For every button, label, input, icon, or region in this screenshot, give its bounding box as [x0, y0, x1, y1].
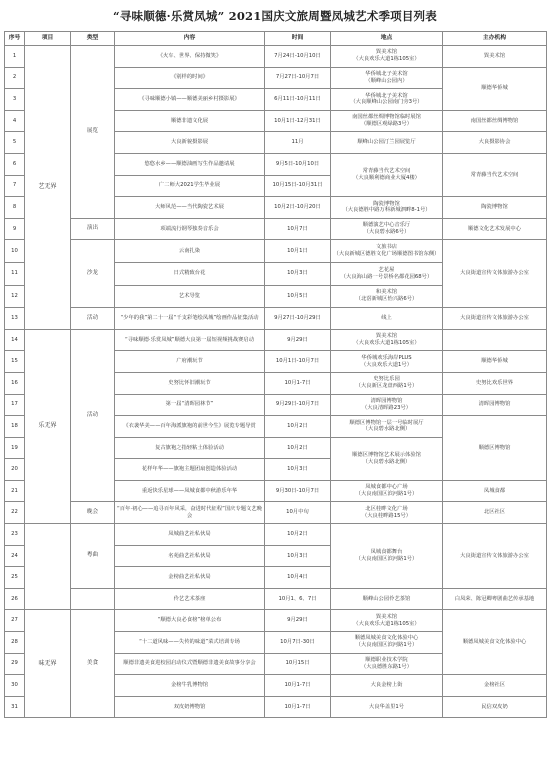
header-no: 序号	[5, 32, 25, 46]
cell-organizer: 顺德凤城美食文化体验中心	[443, 610, 547, 675]
cell-organizer: 清晖园博物馆	[443, 394, 547, 416]
cell-time: 11月	[265, 132, 331, 154]
cell-place: 顺德职业技术学院 （大良德胜东路1号）	[331, 653, 443, 675]
cell-place: 顺德区博物馆艺术展示体验馆 （大良碧水路北侧）	[331, 437, 443, 480]
cell-organizer: 民信双皮奶	[443, 696, 547, 718]
cell-organizer: 陶瓷博物馆	[443, 197, 547, 219]
cell-content: 花样年华——旗袍主题团扇创造体验活动	[115, 459, 265, 481]
cell-time: 10月15日-10月31日	[265, 175, 331, 197]
cell-content: 广府潮玩节	[115, 351, 265, 373]
cell-no: 22	[5, 502, 25, 524]
cell-time: 9月30日-10月7日	[265, 480, 331, 502]
cell-no: 11	[5, 262, 25, 285]
cell-content: 复古旗袍之指轻粘土体验活动	[115, 437, 265, 459]
cell-organizer: 大良街道宣传文体旅游办公室	[443, 240, 547, 308]
cell-organizer: 南国丝都丝绸博物馆	[443, 110, 547, 132]
cell-content: 大师风范——当代陶瓷艺术展	[115, 197, 265, 219]
cell-organizer: 大良摄影协会	[443, 132, 547, 154]
cell-place: 巽美术馆 （大良欢乐大道1栋105室）	[331, 610, 443, 632]
cell-time: 10月3日	[265, 545, 331, 567]
cell-content: 重返快乐星球——凤城食都中秋游乐年华	[115, 480, 265, 502]
cell-time: 10月2日	[265, 416, 331, 438]
table-row	[5, 329, 547, 351]
cell-no: 3	[5, 89, 25, 111]
cell-content: 《寻味顺德小镇——顺德美丽乡村摄影展》	[115, 89, 265, 111]
cell-place: 凤城食都舞台 （大良南国区滨河路1号）	[331, 524, 443, 589]
table-row	[5, 240, 547, 263]
cell-time: 10月15日	[265, 653, 331, 675]
cell-content: 日式精致台花	[115, 262, 265, 285]
page-title: “寻味顺德·乐赏凤城” 2021国庆文旅周暨凤城艺术季项目列表	[113, 9, 437, 23]
type-salon: 沙龙	[71, 240, 115, 308]
cell-time: 9月29日-10月7日	[265, 394, 331, 416]
cell-organizer: 大良街道宣传文体旅游办公室	[443, 308, 547, 330]
cell-place: 顺德区博物馆一层一号临时展厅 （大良碧水路北侧）	[331, 416, 443, 438]
table-row	[5, 308, 547, 330]
cell-no: 2	[5, 67, 25, 89]
type-activity2: 活动	[71, 329, 115, 502]
cell-no: 4	[5, 110, 25, 132]
cell-no: 16	[5, 372, 25, 394]
cell-content: 双皮奶博物馆	[115, 696, 265, 718]
cell-place: 艺花屋 （大良海山路一号景桥名都花园68号）	[331, 262, 443, 285]
cell-no: 8	[5, 197, 25, 219]
cell-place: 顺德凤城美食文化体验中心 （大良南国区滨河路1号）	[331, 632, 443, 654]
header-content: 内容	[115, 32, 265, 46]
cell-time: 10月5日	[265, 285, 331, 308]
header-time: 时间	[265, 32, 331, 46]
cell-time: 10月2日	[265, 437, 331, 459]
header-organizer: 主办机构	[443, 32, 547, 46]
cell-content: “寻味顺德·乐赏凤城”顺德大良第一届短视频挑战赛启动	[115, 329, 265, 351]
cell-place: 顺峰山公园汀兰园展览厅	[331, 132, 443, 154]
type-opera: 粤曲	[71, 524, 115, 589]
cell-no: 21	[5, 480, 25, 502]
cell-time: 9月29日	[265, 329, 331, 351]
cell-time: 10月1日	[265, 240, 331, 263]
cell-no: 7	[5, 175, 25, 197]
cell-content: 顺德非遗文化展	[115, 110, 265, 132]
cell-place: 南国丝都丝绸博物馆临时展馆 （顺德区观绿路3号）	[331, 110, 443, 132]
cell-place: 华侨城北子美术馆 （大良顺峰山公园南门旁3号）	[331, 89, 443, 111]
cell-content: 《别样的时间》	[115, 67, 265, 89]
cell-organizer: 顺德文化艺术发展中心	[443, 218, 547, 240]
cell-place: 巽美术馆 （大良欢乐大道1栋105室）	[331, 46, 443, 68]
cell-time: 10月1-7日	[265, 675, 331, 697]
cell-content: 项端流行钢琴独奏音乐会	[115, 218, 265, 240]
cell-no: 14	[5, 329, 25, 351]
cell-no: 1	[5, 46, 25, 68]
cell-place: 大良华盖里1号	[331, 696, 443, 718]
cell-content: 史努比怀旧潮玩节	[115, 372, 265, 394]
cell-content: 《衣袭华美——百年海派旗袍的前世今生》展览专题导赏	[115, 416, 265, 438]
cell-time: 6月11日-10月11日	[265, 89, 331, 111]
cell-place: 大良金榜上街	[331, 675, 443, 697]
table-row	[5, 218, 547, 240]
cell-place: 华侨城欢乐海岸PLUS （大良欢乐大道1号）	[331, 351, 443, 373]
cell-content: 伶艺艺术茶座	[115, 588, 265, 610]
category-taste: 味无界	[25, 610, 71, 718]
category-arts: 艺无界	[25, 46, 71, 330]
cell-place: 陶瓷博物馆 （大良德胜中路万科新城泗畔8-1号）	[331, 197, 443, 219]
table-row	[5, 610, 547, 632]
cell-organizer: 凤城食都	[443, 480, 547, 502]
type-food: 美食	[71, 610, 115, 718]
type-activity: 活动	[71, 308, 115, 330]
cell-no: 13	[5, 308, 25, 330]
cell-place: 北区桂畔文化广场 （大良桂畔路15号）	[331, 502, 443, 524]
cell-no: 17	[5, 394, 25, 416]
cell-no: 28	[5, 632, 25, 654]
cell-time: 10月1-7日	[265, 696, 331, 718]
table-row	[5, 502, 547, 524]
cell-time: 10月3日	[265, 459, 331, 481]
cell-time: 10月1日-10月7日	[265, 351, 331, 373]
cell-organizer: 顺德华侨城	[443, 67, 547, 110]
cell-no: 9	[5, 218, 25, 240]
cell-time: 10月7日-30日	[265, 632, 331, 654]
cell-organizer: 顺德华侨城	[443, 351, 547, 373]
cell-organizer: 常青藤当代艺术空间	[443, 153, 547, 196]
cell-organizer: 史努比欢乐世界	[443, 372, 547, 394]
cell-no: 29	[5, 653, 25, 675]
cell-no: 25	[5, 567, 25, 589]
type-blank	[71, 588, 115, 610]
cell-content: 顺德非遗美食进校园启动仪式暨顺德非遗美食故事分享会	[115, 653, 265, 675]
cell-content: 《火车、世界、保持微笑》	[115, 46, 265, 68]
cell-no: 19	[5, 437, 25, 459]
cell-place: 顺德演艺中心音乐厅 （大良碧水路6号）	[331, 218, 443, 240]
cell-no: 24	[5, 545, 25, 567]
cell-content: 云南扎染	[115, 240, 265, 263]
cell-no: 6	[5, 153, 25, 175]
category-leisure-cont	[25, 524, 71, 610]
cell-no: 15	[5, 351, 25, 373]
cell-place: 凤城食都中心广场 （大良南国区滨河路1号）	[331, 480, 443, 502]
cell-no: 30	[5, 675, 25, 697]
cell-content: 悠悠水乡——顺德油画写生作品邀请展	[115, 153, 265, 175]
cell-no: 26	[5, 588, 25, 610]
type-exhibit: 展览	[71, 46, 115, 219]
cell-organizer: 大良街道宣传文体旅游办公室	[443, 524, 547, 589]
cell-no: 27	[5, 610, 25, 632]
cell-place: 清晖园博物馆 （大良清晖路23号）	[331, 394, 443, 416]
cell-no: 18	[5, 416, 25, 438]
cell-no: 5	[5, 132, 25, 154]
cell-content: 凤城曲艺社私伙局	[115, 524, 265, 546]
cell-place: 巽美术馆 （大良欢乐大道1栋105室）	[331, 329, 443, 351]
table-row	[5, 524, 547, 546]
project-table	[4, 31, 547, 718]
cell-content: 大良新貌摄影展	[115, 132, 265, 154]
cell-content: 名苑曲艺社私伙局	[115, 545, 265, 567]
cell-time: 10月2日-10月20日	[265, 197, 331, 219]
cell-organizer: 北区社区	[443, 502, 547, 524]
cell-time: 10月1-7日	[265, 372, 331, 394]
cell-organizer: 白凤荣、陈冠卿粤剧曲艺传承基地	[443, 588, 547, 610]
header-place: 地点	[331, 32, 443, 46]
cell-no: 31	[5, 696, 25, 718]
cell-place: 华侨城北子美术馆 （顺峰山公园内）	[331, 67, 443, 89]
cell-place: 和美术馆 （北滘新城区怡兴路6号）	[331, 285, 443, 308]
cell-time: 9月29日	[265, 610, 331, 632]
header-project: 项目	[25, 32, 71, 46]
cell-no: 20	[5, 459, 25, 481]
cell-time: 9月27日-10月29日	[265, 308, 331, 330]
cell-place: 常青藤当代艺术空间 （大良顺利德商业大厦4楼）	[331, 153, 443, 196]
cell-content: 金榜曲艺社私伙局	[115, 567, 265, 589]
cell-content: 广二师大2021学生毕业展	[115, 175, 265, 197]
cell-time: 10月1、6、7日	[265, 588, 331, 610]
cell-content: “百年·初心——追寻百年风采，奋进时代征程”国庆专题文艺晚会	[115, 502, 265, 524]
cell-time: 10月3日	[265, 262, 331, 285]
cell-no: 12	[5, 285, 25, 308]
cell-content: 金榜牛乳博物馆	[115, 675, 265, 697]
cell-content: 艺术导览	[115, 285, 265, 308]
cell-place: 史努比乐园 （大良新区龙盘西路1号）	[331, 372, 443, 394]
cell-time: 10月1日-12月31日	[265, 110, 331, 132]
cell-place: 顺峰山公园伶艺茶馆	[331, 588, 443, 610]
cell-time: 10月中旬	[265, 502, 331, 524]
cell-time: 10月7日	[265, 218, 331, 240]
header-type: 类型	[71, 32, 115, 46]
cell-content: 第一届“清晖园林节”	[115, 394, 265, 416]
cell-place: 线上	[331, 308, 443, 330]
table-header-row	[5, 32, 547, 46]
cell-content: “顺德大良必食榜”榜单公布	[115, 610, 265, 632]
cell-no: 23	[5, 524, 25, 546]
cell-organizer: 金榜社区	[443, 675, 547, 697]
cell-place: 文旅书店 （大良新城区德胜文化广场顺德图书馆东侧）	[331, 240, 443, 263]
cell-organizer: 巽美术馆	[443, 46, 547, 68]
cell-time: 9月5日-10月10日	[265, 153, 331, 175]
cell-organizer: 顺德区博物馆	[443, 416, 547, 481]
cell-time: 10月2日	[265, 524, 331, 546]
type-perform: 演出	[71, 218, 115, 240]
cell-organizer	[443, 329, 547, 351]
cell-content: “少年的我”第二十一届“千支彩笔绘凤城”绘画作品征集活动	[115, 308, 265, 330]
type-gala: 晚会	[71, 502, 115, 524]
table-row	[5, 46, 547, 68]
cell-time: 7月24日-10月10日	[265, 46, 331, 68]
cell-time: 7月27日-10月7日	[265, 67, 331, 89]
cell-time: 10月4日	[265, 567, 331, 589]
cell-no: 10	[5, 240, 25, 263]
category-leisure: 乐无界	[25, 329, 71, 523]
table-row	[5, 588, 547, 610]
cell-content: “十二道风味——失传的味道”菜式培训专场	[115, 632, 265, 654]
